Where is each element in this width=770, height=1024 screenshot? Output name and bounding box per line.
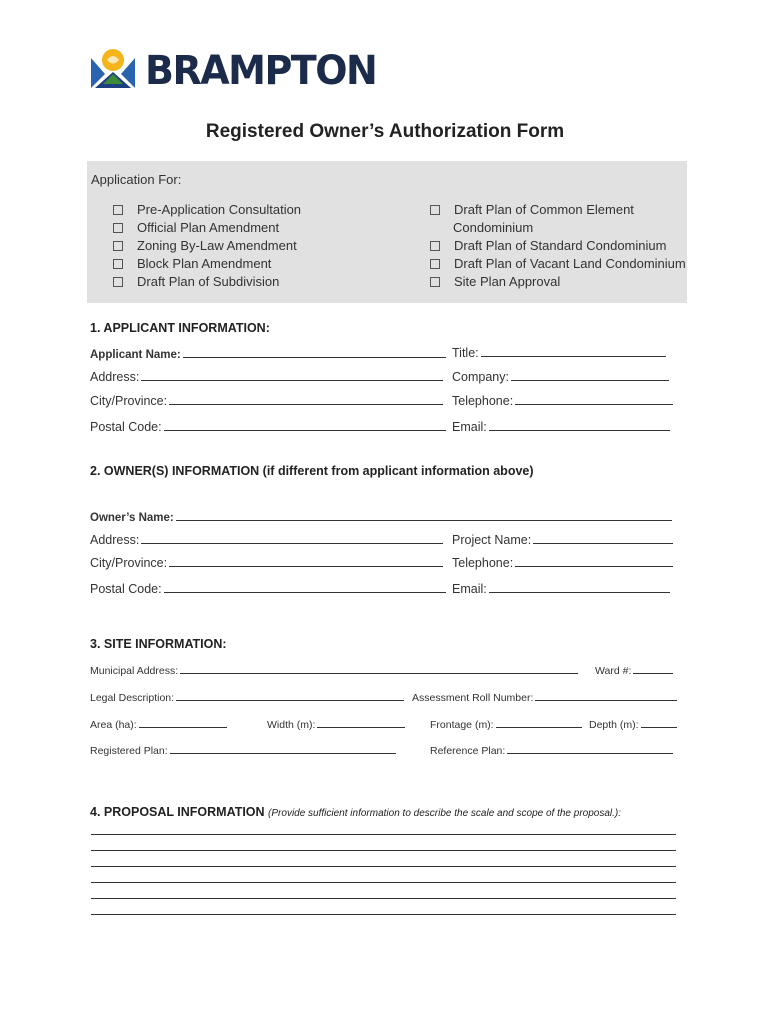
municipal-address-field[interactable]: Municipal Address: [90, 664, 578, 677]
registered-plan-line[interactable] [170, 744, 396, 754]
frontage-line[interactable] [496, 718, 582, 728]
reference-plan-line[interactable] [507, 744, 673, 754]
brampton-logo [89, 44, 377, 94]
applicant-email-field[interactable]: Email: [452, 419, 670, 434]
applicant-email-line[interactable] [489, 419, 670, 431]
owner-name-line[interactable] [176, 509, 672, 521]
checkbox-icon[interactable] [430, 205, 440, 215]
company-field[interactable]: Company: [452, 369, 669, 384]
legal-description-line[interactable] [176, 691, 404, 701]
checkbox-icon[interactable] [113, 241, 123, 251]
option-official-plan-amendment[interactable]: Official Plan Amendment [113, 220, 279, 235]
applicant-telephone-field[interactable]: Telephone: [452, 393, 673, 408]
depth-line[interactable] [641, 718, 677, 728]
ward-line[interactable] [633, 664, 673, 674]
project-name-field[interactable]: Project Name: [452, 532, 673, 547]
section-proposal-heading: 4. PROPOSAL INFORMATION (Provide sufficient information to describe the scale and scope of the proposal.): [90, 805, 622, 819]
owner-name-field[interactable]: Owner’s Name: [90, 509, 672, 524]
applicant-name-line[interactable] [183, 346, 446, 358]
applicant-postal-line[interactable] [164, 419, 446, 431]
applicant-telephone-line[interactable] [515, 393, 673, 405]
owner-postal-field[interactable]: Postal Code: [90, 581, 446, 596]
area-line[interactable] [139, 718, 227, 728]
width-field[interactable]: Width (m): [267, 718, 405, 731]
applicant-name-field[interactable]: Applicant Name: [90, 346, 446, 361]
assessment-roll-field[interactable]: Assessment Roll Number: [412, 691, 677, 704]
applicant-city-field[interactable]: City/Province: [90, 393, 443, 408]
brampton-logo-icon [89, 44, 137, 92]
application-for-label: Application For: [91, 172, 182, 187]
proposal-line-4[interactable] [91, 882, 676, 883]
frontage-field[interactable]: Frontage (m): [430, 718, 582, 731]
form-title: Registered Owner’s Authorization Form [205, 121, 565, 142]
checkbox-icon[interactable] [430, 259, 440, 269]
reference-plan-field[interactable]: Reference Plan: [430, 744, 673, 757]
owner-city-field[interactable]: City/Province: [90, 555, 443, 570]
section-owner-heading: 2. OWNER(S) INFORMATION (if different from applicant information above) [90, 464, 534, 478]
area-field[interactable]: Area (ha): [90, 718, 227, 731]
applicant-address-field[interactable]: Address: [90, 369, 443, 384]
company-line[interactable] [511, 369, 669, 381]
proposal-line-1[interactable] [91, 834, 676, 835]
section-site-heading: 3. SITE INFORMATION: [90, 637, 227, 651]
checkbox-icon[interactable] [113, 223, 123, 233]
proposal-line-6[interactable] [91, 914, 676, 915]
section-applicant-heading: 1. APPLICANT INFORMATION: [90, 321, 270, 335]
checkbox-icon[interactable] [430, 277, 440, 287]
option-zoning-by-law-amendment[interactable]: Zoning By-Law Amendment [113, 238, 297, 253]
project-name-line[interactable] [533, 532, 673, 544]
applicant-address-line[interactable] [141, 369, 443, 381]
title-line[interactable] [481, 345, 666, 357]
owner-city-line[interactable] [169, 555, 443, 567]
owner-email-field[interactable]: Email: [452, 581, 670, 596]
ward-field[interactable]: Ward #: [595, 664, 673, 677]
municipal-address-line[interactable] [180, 664, 578, 674]
owner-telephone-field[interactable]: Telephone: [452, 555, 673, 570]
option-draft-plan-standard-condominium[interactable]: Draft Plan of Standard Condominium [430, 238, 666, 253]
option-condominium-continuation: Condominium [453, 220, 534, 235]
owner-telephone-line[interactable] [515, 555, 673, 567]
logo-text: BRAMPTON [145, 47, 377, 94]
owner-email-line[interactable] [489, 581, 670, 593]
option-site-plan-approval[interactable]: Site Plan Approval [430, 274, 560, 289]
width-line[interactable] [317, 718, 405, 728]
owner-postal-line[interactable] [164, 581, 446, 593]
proposal-line-3[interactable] [91, 866, 676, 867]
assessment-roll-line[interactable] [535, 691, 677, 701]
checkbox-icon[interactable] [113, 205, 123, 215]
option-pre-application-consultation[interactable]: Pre-Application Consultation [113, 202, 301, 217]
title-field[interactable]: Title: [452, 345, 666, 360]
option-draft-plan-common-element-condominium[interactable]: Draft Plan of Common Element [430, 202, 634, 217]
owner-address-field[interactable]: Address: [90, 532, 443, 547]
proposal-line-2[interactable] [91, 850, 676, 851]
proposal-line-5[interactable] [91, 898, 676, 899]
applicant-postal-field[interactable]: Postal Code: [90, 419, 446, 434]
legal-description-field[interactable]: Legal Description: [90, 691, 404, 704]
applicant-city-line[interactable] [169, 393, 443, 405]
registered-plan-field[interactable]: Registered Plan: [90, 744, 396, 757]
owner-address-line[interactable] [141, 532, 443, 544]
application-for-box [87, 161, 687, 303]
checkbox-icon[interactable] [113, 277, 123, 287]
proposal-note: (Provide sufficient information to describe the scale and scope of the proposal.): [268, 808, 622, 819]
checkbox-icon[interactable] [113, 259, 123, 269]
option-draft-plan-of-subdivision[interactable]: Draft Plan of Subdivision [113, 274, 279, 289]
option-draft-plan-vacant-land-condominium[interactable]: Draft Plan of Vacant Land Condominium [430, 256, 686, 271]
option-block-plan-amendment[interactable]: Block Plan Amendment [113, 256, 271, 271]
checkbox-icon[interactable] [430, 241, 440, 251]
depth-field[interactable]: Depth (m): [589, 718, 677, 731]
